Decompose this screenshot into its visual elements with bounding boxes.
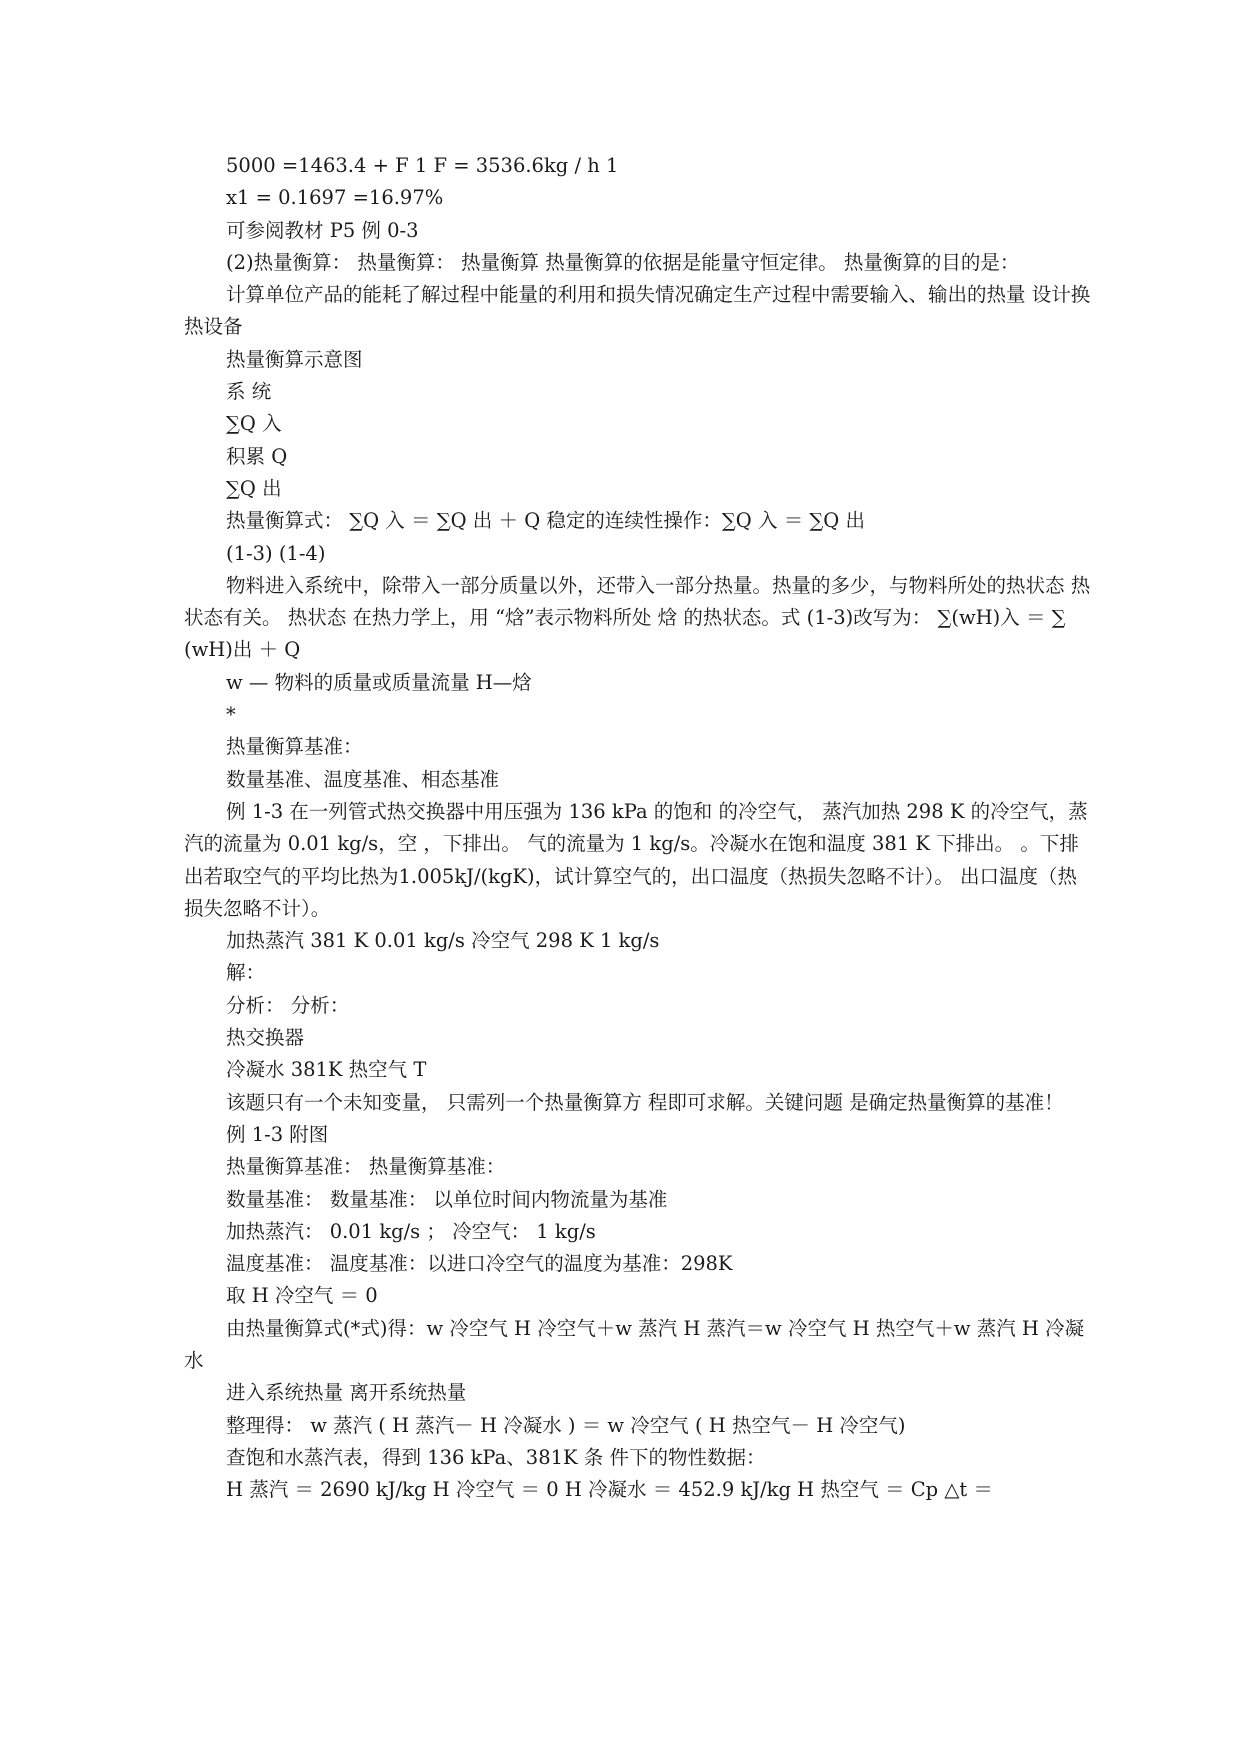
equation-line: 5000 =1463.4 + F 1 F = 3536.6kg / h 1 <box>226 154 619 177</box>
marker-line: * <box>226 703 236 727</box>
formula-paragraph: 由热量衡算式(*式)得：w 冷空气 H 冷空气＋w 蒸汽 H 蒸汽＝w 冷空气 H 热空气＋w 蒸汽 H 冷凝水 <box>184 1316 1085 1372</box>
body-line: 数量基准： 数量基准： 以单位时间内物流量为基准 <box>226 1187 668 1211</box>
body-paragraph: 物料进入系统中，除带入一部分质量以外，还带入一部分热量。热量的多少，与物料所处的热状态 热状态有关。 热状态 在热力学上，用 “焓”表示物料所处 焓 的热状态。式 (1-3)改写为： ∑(wH)入 ＝ ∑ (wH)出 ＋ Q <box>184 573 1091 662</box>
body-line: 加热蒸汽： 0.01 kg/s ； 冷空气： 1 kg/s <box>226 1219 596 1243</box>
figure-caption: 热量衡算示意图 <box>226 347 363 371</box>
subheading: 热量衡算基准： <box>226 735 363 759</box>
figure-label: 加热蒸汽 381 K 0.01 kg/s 冷空气 298 K 1 kg/s <box>226 929 660 953</box>
section-heading-paragraph: (2)热量衡算： 热量衡算： 热量衡算 热量衡算的依据是能量守恒定律。 热量衡算的目的是： <box>226 250 1020 274</box>
subheading: 热量衡算基准： 热量衡算基准： <box>226 1155 506 1179</box>
body-line: 温度基准： 温度基准：以进口冷空气的温度为基准：298K <box>226 1252 733 1276</box>
formula-line: 整理得： w 蒸汽 ( H 蒸汽－ H 冷凝水 ) ＝ w 冷空气 ( H 热空气－ H 冷空气) <box>226 1413 906 1437</box>
reference-line: 可参阅教材 P5 例 0-3 <box>226 218 419 242</box>
body-line: 数量基准、温度基准、相态基准 <box>226 767 500 791</box>
document-body <box>184 150 1096 1506</box>
analysis-label: 分析： 分析： <box>226 993 350 1017</box>
body-line: 查饱和水蒸汽表，得到 136 kPa、381K 条 件下的物性数据： <box>226 1445 766 1469</box>
body-paragraph: 该题只有一个未知变量， 只需列一个热量衡算方 程即可求解。关键问题 是确定热量衡算的基准！ <box>226 1090 1064 1114</box>
figure-label: 冷凝水 381K 热空气 T <box>226 1058 427 1082</box>
figure-label: 系 统 <box>226 380 272 404</box>
figure-caption: 例 1-3 附图 <box>226 1122 329 1146</box>
example-paragraph: 例 1-3 在一列管式热交换器中用压强为 136 kPa 的饱和 的冷空气， 蒸汽加热 298 K 的冷空气，蒸汽的流量为 0.01 kg/s，空 ，下排出。 气的流量为 1 kg/s。冷凝水在饱和温度 381 K 下排出。 。下排出若取空气的平均比热为1.005kJ/(kgK)，试计算空气的，出口温度（热损失忽略不计）。 出口温度（热损失忽略不计）。 <box>184 799 1088 920</box>
equation-number-line: (1-3) (1-4) <box>226 541 326 565</box>
figure-label: 积累 Q <box>226 444 288 468</box>
formula-line: 热量衡算式： ∑Q 入 ＝ ∑Q 出 ＋ Q 稳定的连续性操作：∑Q 入 ＝ ∑Q 出 <box>226 509 865 533</box>
figure-label: ∑Q 出 <box>226 476 282 500</box>
definition-line: w — 物料的质量或质量流量 H—焓 <box>226 670 532 694</box>
body-line: 进入系统热量 离开系统热量 <box>226 1381 467 1405</box>
equation-line: x1 = 0.1697 =16.97% <box>226 186 444 210</box>
figure-label: ∑Q 入 <box>226 412 282 436</box>
body-paragraph: 计算单位产品的能耗了解过程中能量的利用和损失情况确定生产过程中需要输入、输出的热量 设计换热设备 <box>184 283 1091 339</box>
solution-label: 解： <box>226 961 266 985</box>
figure-label: 热交换器 <box>226 1026 305 1050</box>
formula-line: H 蒸汽 ＝ 2690 kJ/kg H 冷空气 ＝ 0 H 冷凝水 ＝ 452.9 kJ/kg H 热空气 ＝ Cp △t ＝ <box>226 1478 993 1502</box>
formula-line: 取 H 冷空气 ＝ 0 <box>226 1284 378 1308</box>
